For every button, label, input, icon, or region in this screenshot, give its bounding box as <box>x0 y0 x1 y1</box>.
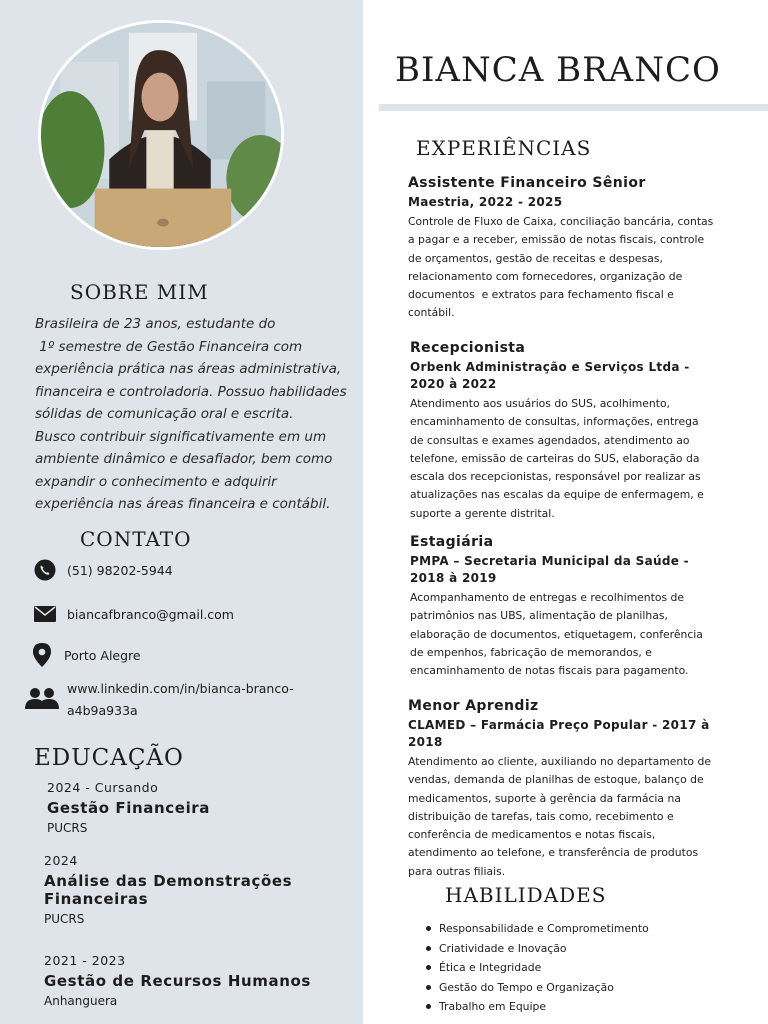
job-item <box>410 340 710 523</box>
job-desc-line: vendas, demanda de planilhas de estoque, balanço de <box>408 773 704 787</box>
person-name: BIANCA BRANCO <box>395 50 721 90</box>
education-year: 2024 <box>44 853 78 868</box>
city: Porto Alegre <box>64 647 141 663</box>
phone-number[interactable]: (51) 98202-5944 <box>67 562 173 578</box>
skill-item: Responsabilidade e Comprometimento <box>426 919 649 939</box>
job-desc-line: Atendimento aos usuários do SUS, acolhimento, <box>410 397 670 410</box>
education-item <box>44 853 334 926</box>
job-desc-line: telefone, emissão de carteiras do SUS, elaboração da <box>410 451 700 465</box>
phone-icon <box>33 558 57 582</box>
job-desc-line: de orçamentos, gestão de receitas e despesas, <box>408 251 663 265</box>
skill-item: Criatividade e Inovação <box>426 939 649 959</box>
job-title: Menor Aprendiz <box>408 698 539 714</box>
job-item <box>408 698 728 881</box>
job-desc-line: contábil. <box>408 306 455 320</box>
about-line: sólidas de comunicação oral e escrita. <box>35 406 294 422</box>
skills-heading: HABILIDADES <box>445 883 607 907</box>
job-title: Estagiária <box>410 534 494 550</box>
location-pin-icon <box>30 643 54 667</box>
about-line: ambiente dinâmico e desafiador, bem como <box>35 451 333 467</box>
skill-item: Ética e Integridade <box>426 958 649 978</box>
job-description <box>410 589 720 680</box>
job-item <box>410 534 720 680</box>
job-desc-line: encaminhamento de consultas, informações, entrega <box>410 415 699 429</box>
email-address[interactable]: biancafbranco@gmail.com <box>67 606 234 622</box>
linkedin-line: a4b9a933a <box>67 703 138 718</box>
job-desc-line: encaminhamento de notas fiscais para pagamento. <box>410 664 689 678</box>
about-line: expandir o conhecimento e adquirir <box>35 473 277 490</box>
education-degree: Gestão de Recursos Humanos <box>44 972 311 990</box>
about-line: Busco contribuir significativamente em um <box>35 428 327 445</box>
job-company: PMPA – Secretaria Municipal da Saúde - 2018 à 2019 <box>410 554 689 585</box>
about-line: experiência nas áreas financeira e contábil. <box>35 496 331 512</box>
experience-heading: EXPERIÊNCIAS <box>416 136 592 160</box>
education-degree: Análise das Demonstrações Financeiras <box>44 872 293 908</box>
job-desc-line: medicamentos, suporte à gerência da farmácia na <box>408 791 681 805</box>
people-icon <box>25 686 59 710</box>
education-item <box>44 953 311 1008</box>
job-desc-line: patrimônios nas UBS, alimentação de planilhas, <box>410 609 668 623</box>
about-line: 1º semestre de Gestão Financeira com <box>35 338 303 355</box>
linkedin-line: www.linkedin.com/in/bianca-branco- <box>67 681 294 696</box>
job-description <box>408 753 728 881</box>
education-heading: EDUCAÇÃO <box>34 745 184 771</box>
contact-phone <box>33 558 173 582</box>
contact-location <box>30 643 141 667</box>
job-desc-line: suporte a gerente distrital. <box>410 506 555 520</box>
job-company: Orbenk Administração e Serviços Ltda - 2020 à 2022 <box>410 360 690 391</box>
email-icon <box>33 602 57 626</box>
contact-email <box>33 602 234 626</box>
education-year: 2021 - 2023 <box>44 953 126 968</box>
contact-linkedin <box>25 678 294 722</box>
job-desc-line: elaboração de documentos, etiquetagem, conferência <box>410 627 703 641</box>
job-desc-line: conferência de medicamentos e notas fiscais, <box>408 828 656 842</box>
job-desc-line: atendimento ao telefone, e transferência de produtos <box>408 846 699 860</box>
contact-heading: CONTATO <box>80 527 192 551</box>
job-title: Assistente Financeiro Sênior <box>408 175 646 191</box>
education-institution: PUCRS <box>44 912 85 926</box>
about-line: Brasileira de 23 anos, estudante do <box>35 316 276 332</box>
about-text <box>35 313 347 516</box>
job-desc-line: atualizações nas escalas da equipe de enfermagem, e <box>410 488 704 502</box>
job-desc-line: escala dos recepcionistas, responsável por realizar as <box>410 470 701 484</box>
about-heading: SOBRE MIM <box>70 280 209 304</box>
skills-list <box>426 919 649 1017</box>
education-institution: Anhanguera <box>44 994 118 1008</box>
job-title: Recepcionista <box>410 340 526 356</box>
job-item <box>408 175 728 323</box>
job-desc-line: de empenhos, fabricação de memorandos, e <box>410 645 652 659</box>
job-description <box>408 213 728 323</box>
skill-item: Gestão do Tempo e Organização <box>426 978 649 998</box>
job-desc-line: Atendimento ao cliente, auxiliando no departamento de <box>408 755 711 768</box>
linkedin-link[interactable] <box>67 678 294 722</box>
job-desc-line: Acompanhamento de entregas e recolhimentos de <box>410 591 685 604</box>
job-company: CLAMED – Farmácia Preço Popular - 2017 à 2018 <box>408 718 710 749</box>
job-desc-line: de consultas e exames agendados, atendimento ao <box>410 433 690 447</box>
education-institution: PUCRS <box>47 821 88 835</box>
name-divider <box>379 104 768 111</box>
job-desc-line: relacionamento com fornecedores, organização de <box>408 269 683 283</box>
education-degree: Gestão Financeira <box>47 799 211 817</box>
profile-photo <box>38 20 284 250</box>
about-line: financeira e controladoria. Possuo habilidades <box>35 383 347 400</box>
job-company: Maestria, 2022 - 2025 <box>408 195 563 209</box>
skill-item: Trabalho em Equipe <box>426 997 649 1017</box>
job-description <box>410 395 710 523</box>
education-item <box>47 780 210 835</box>
job-desc-line: documentos e extratos para fechamento fiscal e <box>408 288 674 302</box>
job-desc-line: distribuição de tarefas, tais como, recebimento e <box>408 809 674 823</box>
job-desc-line: Controle de Fluxo de Caixa, conciliação bancária, contas <box>408 215 714 228</box>
job-desc-line: a pagar e a receber, emissão de notas fiscais, controle <box>408 233 705 247</box>
about-line: experiência prática nas áreas administrativa, <box>35 361 342 377</box>
job-desc-line: para outras filiais. <box>408 864 506 878</box>
education-year: 2024 - Cursando <box>47 780 159 795</box>
